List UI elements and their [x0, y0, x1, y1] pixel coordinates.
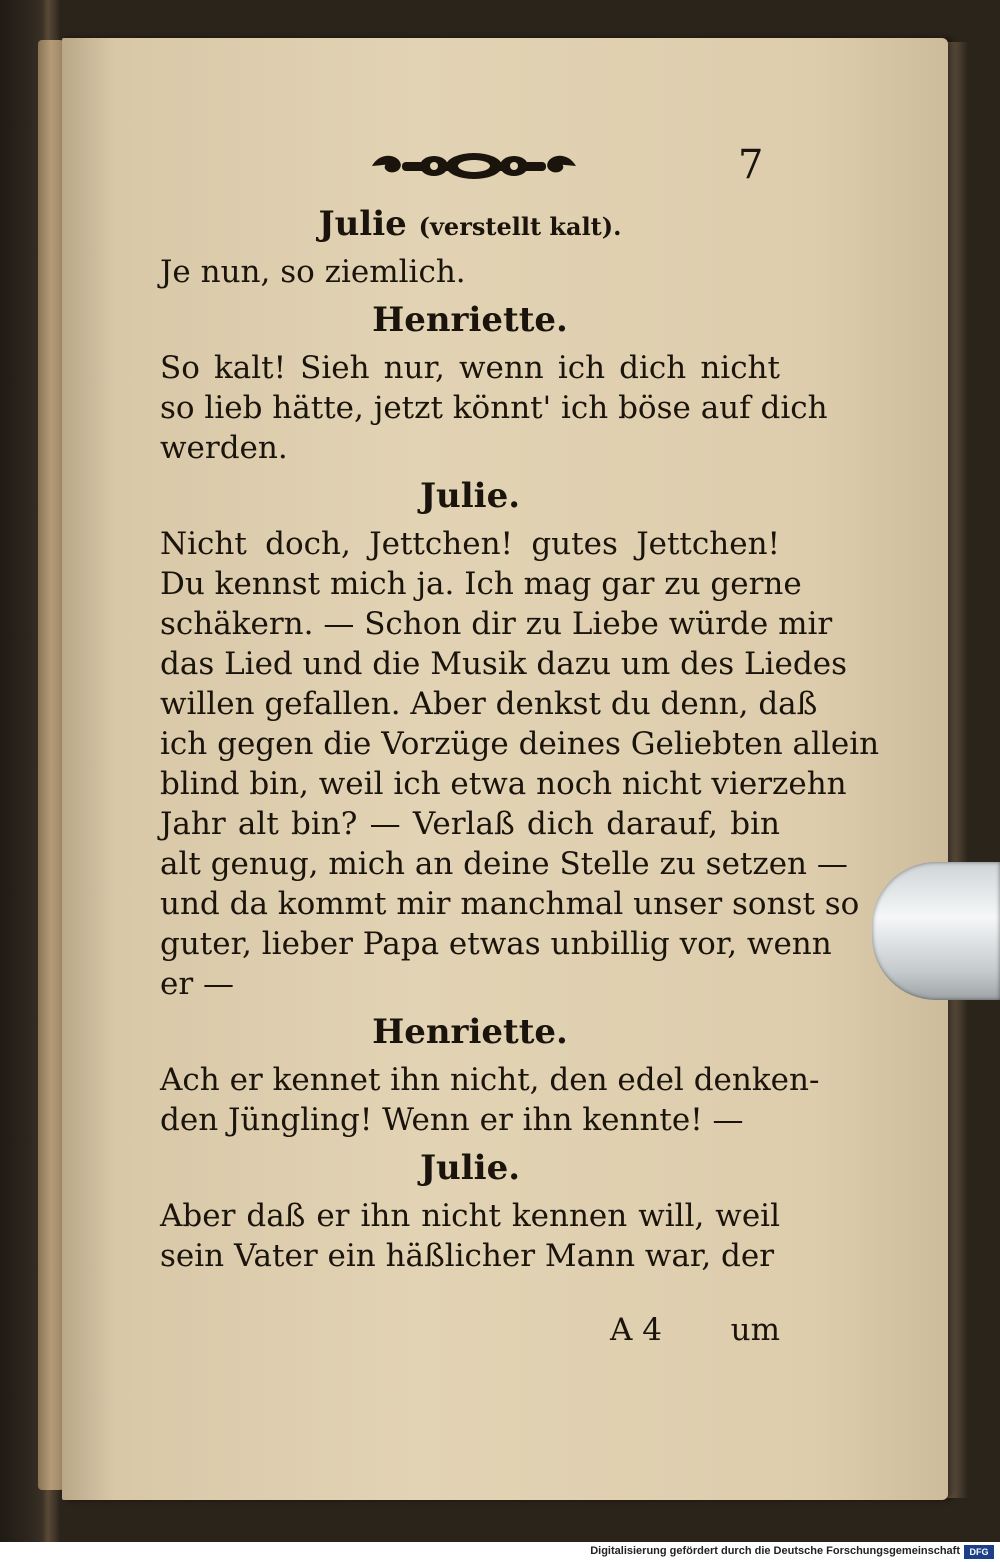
text-line: Jahr alt bin? — Verlaß dich darauf, bin	[160, 806, 780, 842]
text-line: das Lied und die Musik dazu um des Liedes	[160, 646, 847, 682]
dfg-logo: DFG	[964, 1545, 994, 1559]
page-text	[160, 196, 880, 1276]
speaker-name: Julie	[318, 204, 407, 244]
text-line: den Jüngling! Wenn er ihn kennte! —	[160, 1102, 744, 1138]
text-line: er —	[160, 966, 235, 1002]
page-clip	[872, 862, 1000, 1000]
stage-direction: (verstellt kalt).	[418, 212, 622, 241]
speaker-heading	[160, 1004, 780, 1060]
text-line: ich gegen die Vorzüge deines Geliebten allein	[160, 726, 880, 762]
catchword: um	[730, 1312, 780, 1348]
speaker-name: Julie.	[419, 476, 521, 516]
text-line: so lieb hätte, jetzt könnt' ich böse auf dich	[160, 390, 828, 426]
text-line: Du kennst mich ja. Ich mag gar zu gerne	[160, 566, 802, 602]
speaker-heading	[160, 196, 780, 252]
text-line: sein Vater ein häßlicher Mann war, der	[160, 1238, 775, 1274]
text-line: schäkern. — Schon dir zu Liebe würde mir	[160, 606, 833, 642]
text-line: So kalt! Sieh nur, wenn ich dich nicht	[160, 350, 780, 386]
speaker-name: Henriette.	[372, 1012, 568, 1052]
credit-bar	[0, 1542, 1000, 1562]
left-page-edge	[38, 40, 64, 1490]
page-footer	[160, 1312, 780, 1352]
text-line: guter, lieber Papa etwas unbillig vor, wenn	[160, 926, 832, 962]
page-number: 7	[738, 142, 764, 188]
speaker-heading	[160, 1140, 780, 1196]
text-line: alt genug, mich an deine Stelle zu setzen —	[160, 846, 848, 882]
text-line: Aber daß er ihn nicht kennen will, weil	[160, 1198, 780, 1234]
speaker-name: Julie.	[419, 1148, 521, 1188]
speaker-name: Henriette.	[372, 300, 568, 340]
credit-text: Digitalisierung gefördert durch die Deutsche Forschungsgemeinschaft	[590, 1545, 960, 1557]
speaker-heading	[160, 468, 780, 524]
text-line: blind bin, weil ich etwa noch nicht vierzehn	[160, 766, 847, 802]
ornament-header	[368, 148, 580, 184]
signature-mark: A 4	[610, 1312, 662, 1348]
text-line: Nicht doch, Jettchen! gutes Jettchen!	[160, 526, 780, 562]
speaker-heading	[160, 292, 780, 348]
text-line: und da kommt mir manchmal unser sonst so	[160, 886, 860, 922]
text-line: Je nun, so ziemlich.	[160, 254, 466, 290]
text-line: Ach er kennet ihn nicht, den edel denken-	[160, 1062, 820, 1098]
text-line: werden.	[160, 430, 288, 466]
text-line: willen gefallen. Aber denkst du denn, daß	[160, 686, 818, 722]
